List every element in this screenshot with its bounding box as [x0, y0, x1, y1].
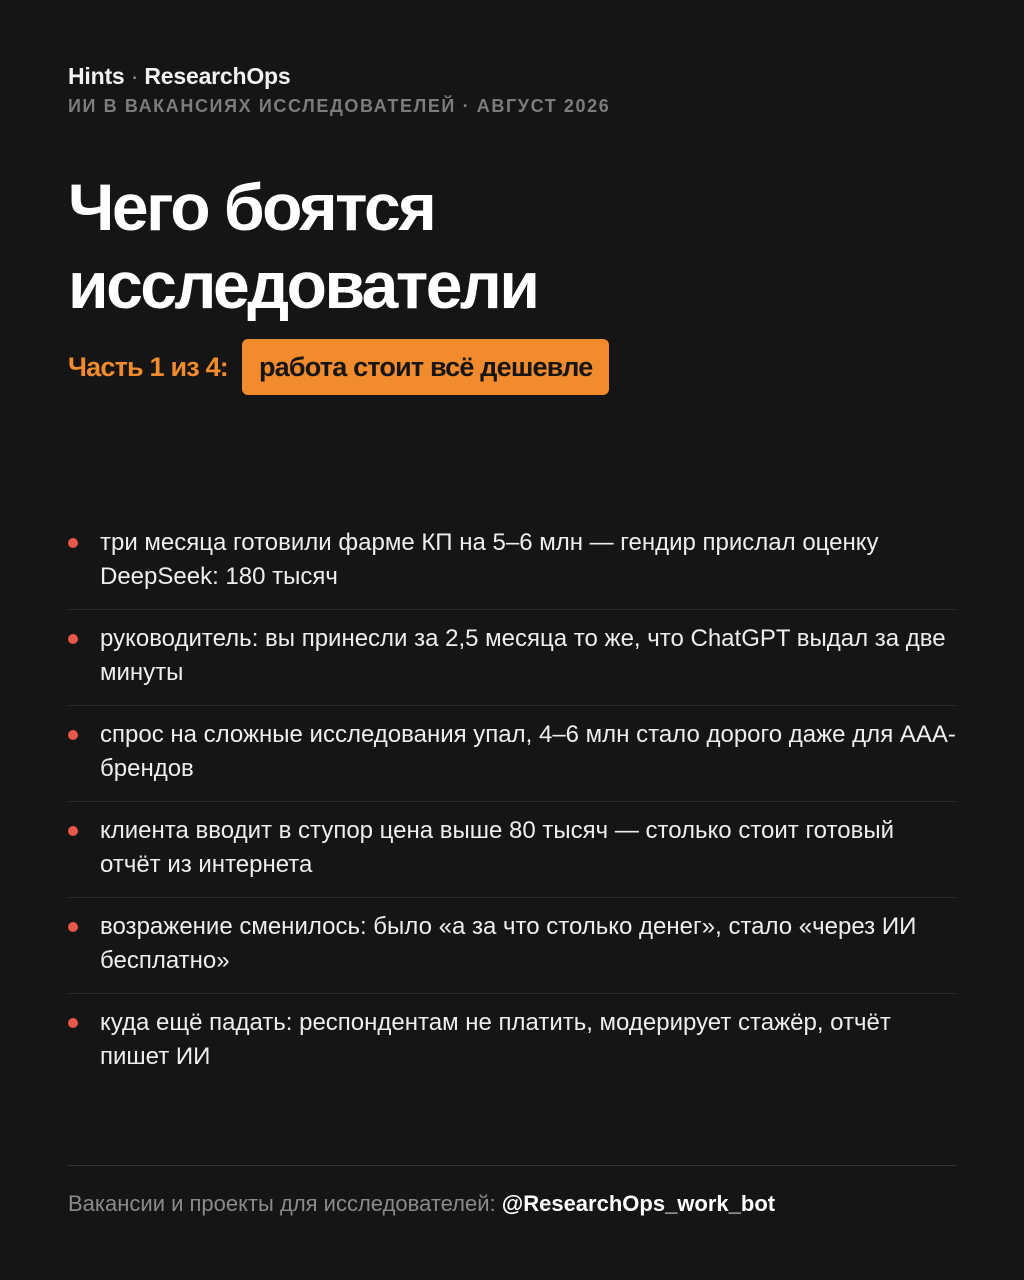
subtitle: ИИ В ВАКАНСИЯХ ИССЛЕДОВАТЕЛЕЙ · АВГУСТ 2026	[68, 96, 611, 116]
list-item-text: три месяца готовили фарме КП на 5–6 млн — гендир прислал оценку DeepSeek: 180 тысяч	[100, 529, 879, 590]
footer-text: Вакансии и проекты для исследователей:	[68, 1191, 496, 1216]
brand-name: Hints	[68, 63, 125, 89]
header	[68, 62, 610, 118]
title-line-1: Чего боятся	[68, 170, 435, 244]
bullet-dot-icon	[68, 730, 78, 740]
list-item	[68, 898, 956, 994]
list-item	[68, 994, 956, 1089]
page-title	[68, 168, 537, 324]
brand	[68, 62, 610, 90]
bullet-dot-icon	[68, 922, 78, 932]
list-item-text: возражение сменилось: было «а за что столько денег», стало «через ИИ бесплатно»	[100, 913, 917, 974]
list-item	[68, 802, 956, 898]
title-line-2: исследователи	[68, 248, 538, 322]
part-label: Часть 1 из 4:	[68, 351, 228, 382]
list-item	[68, 610, 956, 706]
part-indicator	[68, 339, 609, 395]
list-item-text: спрос на сложные исследования упал, 4–6 млн стало дорого даже для AAA-брендов	[100, 721, 956, 782]
list-item-text: куда ещё падать: респондентам не платить, модерирует стажёр, отчёт пишет ИИ	[100, 1009, 891, 1070]
points-list	[68, 514, 956, 1089]
bullet-dot-icon	[68, 826, 78, 836]
bullet-dot-icon	[68, 1018, 78, 1028]
list-item-text: руководитель: вы принесли за 2,5 месяца то же, что ChatGPT выдал за две минуты	[100, 625, 946, 686]
bot-handle-link[interactable]: @ResearchOps_work_bot	[501, 1191, 776, 1216]
list-item	[68, 706, 956, 802]
list-item	[68, 514, 956, 610]
footer-divider	[68, 1165, 956, 1166]
part-topic-badge: работа стоит всё дешевле	[242, 339, 609, 395]
bullet-dot-icon	[68, 634, 78, 644]
list-item-text: клиента вводит в ступор цена выше 80 тысяч — столько стоит готовый отчёт из интернета	[100, 817, 894, 878]
footer	[68, 1188, 775, 1220]
bullet-dot-icon	[68, 538, 78, 548]
brand-product: ResearchOps	[144, 63, 291, 89]
brand-separator: ·	[130, 63, 139, 89]
